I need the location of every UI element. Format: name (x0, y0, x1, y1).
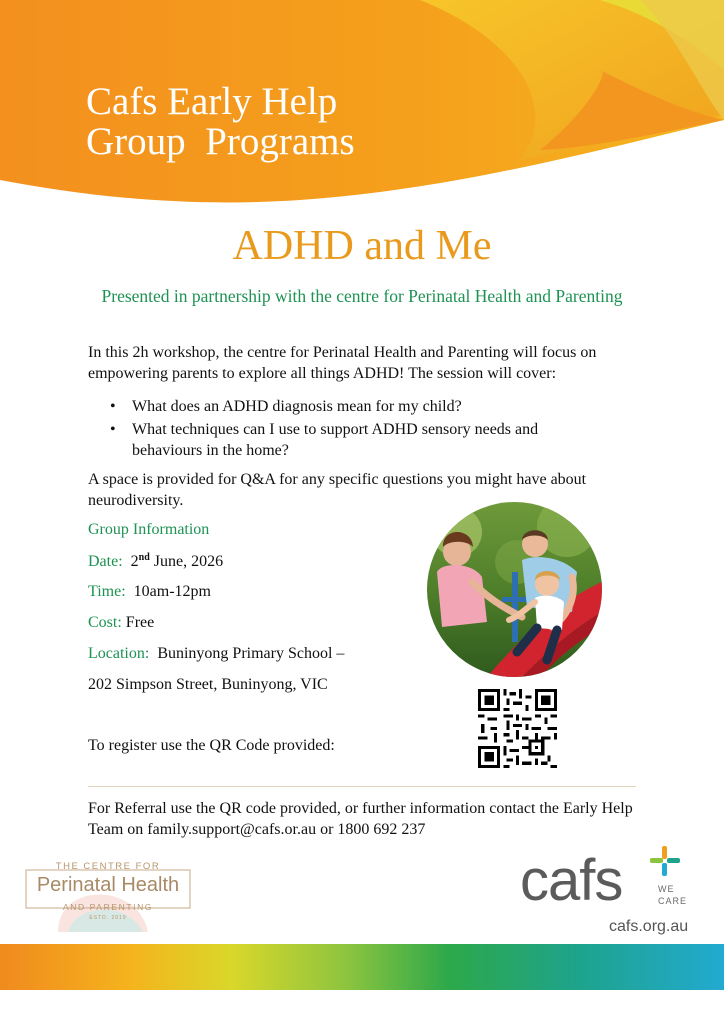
footer-gradient-bar (0, 944, 724, 990)
cost-value: Free (125, 614, 155, 631)
perinatal-logo-line3: AND PARENTING (62, 902, 154, 912)
event-title: ADHD and Me (232, 223, 492, 269)
location-line (88, 645, 344, 663)
date-day: 2 (130, 553, 139, 570)
list-item-text: What does an ADHD diagnosis mean for my child? (132, 398, 462, 415)
cafs-tagline-we: WE (658, 884, 675, 894)
location-value: Buninyong Primary School – (157, 645, 345, 662)
topic-list (110, 396, 590, 463)
section-divider (88, 786, 636, 787)
time-label: Time: (88, 583, 126, 600)
event-subtitle: Presented in partnership with the centre for Perinatal Health and Parenting (101, 286, 623, 306)
list-item (110, 396, 590, 417)
perinatal-logo-line1: THE CENTRE FOR (55, 861, 161, 872)
list-item (110, 419, 590, 461)
qr-code-graphic (478, 689, 557, 768)
header-title: Cafs Early Help Group Programs (86, 80, 355, 163)
group-info-heading: Group Information (88, 521, 210, 538)
date-line (88, 552, 223, 571)
cafs-logo (518, 842, 718, 917)
list-item-text: What techniques can I use to support ADHD sensory needs and behaviours in the home? (132, 421, 539, 459)
qr-code-icon[interactable] (478, 689, 557, 768)
date-label: Date: (88, 553, 123, 570)
family-playground-image (427, 502, 602, 677)
time-value: 10am-12pm (133, 583, 211, 600)
time-line (88, 583, 211, 601)
cafs-tagline-care: CARE (658, 896, 688, 906)
cafs-wordmark: cafs (520, 848, 623, 913)
register-text: To register use the QR Code provided: (88, 737, 335, 754)
perinatal-logo-line4: ESTD. 2019 (89, 915, 127, 921)
bullet-icon: • (110, 398, 116, 415)
date-suffix: nd (138, 552, 150, 563)
family-photo (427, 502, 602, 677)
header-banner (0, 0, 724, 210)
bullet-icon: • (110, 421, 116, 438)
cost-line (88, 614, 154, 632)
sparkle-icon (646, 842, 686, 882)
date-rest: June, 2026 (149, 553, 224, 570)
cost-label: Cost: (88, 614, 122, 631)
location-label: Location: (88, 645, 150, 662)
perinatal-logo-line2: Perinatal Health (36, 874, 180, 896)
referral-paragraph: For Referral use the QR code provided, or further information contact the Early Help Team on family.support@cafs.or.au or 1800 692 237 (88, 800, 633, 838)
address-line: 202 Simpson Street, Buninyong, VIC (88, 676, 328, 693)
perinatal-health-logo (18, 842, 198, 932)
cafs-website-link[interactable]: cafs.org.au (609, 918, 689, 935)
qa-paragraph: A space is provided for Q&A for any specific questions you might have about neurodiversity. (88, 471, 587, 509)
intro-paragraph: In this 2h workshop, the centre for Perinatal Health and Parenting will focus on empowering parents to explore all things ADHD! The session will cover: (88, 344, 597, 382)
